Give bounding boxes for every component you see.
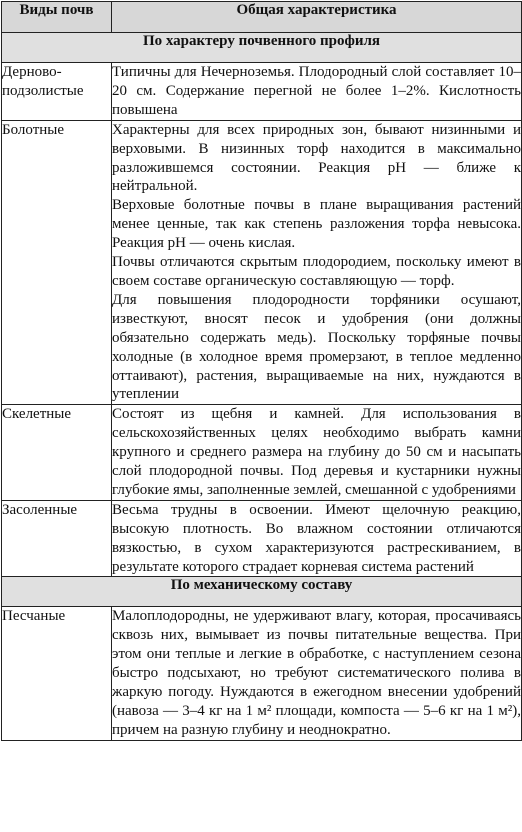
description-paragraph: Почвы отличаются скрытым плодородием, поскольку имеют в своем составе органическую составляющую — торф.	[112, 254, 521, 289]
soil-name: Дерново- подзолистые	[2, 63, 112, 121]
soil-types-table	[1, 1, 522, 741]
description-paragraph: Для повышения плодородности торфяники осушают, известкуют, вносят песок и удобрения (они должны обязательно содержать медь). Поскольку торфяные почвы холодные (в холодное время промерзают, в теплое медленно оттаивают), растения, выращиваемые на них, нуждаются в утеплении	[112, 291, 521, 403]
soil-name: Засоленные	[2, 500, 112, 577]
description-paragraph: Весьма трудны в освоении. Имеют щелочную реакцию, высокую плотность. Во влажном состоянии отличаются вязкостью, в сухом характеризуются растрескиванием, в результате которого страдает корневая система растений	[112, 501, 521, 575]
soil-description	[112, 120, 522, 405]
header-row	[2, 2, 522, 33]
soil-description	[112, 63, 522, 121]
soil-name: Скелетные	[2, 405, 112, 501]
table-row	[2, 500, 522, 577]
soil-description	[112, 607, 522, 740]
description-paragraph: Характерны для всех природных зон, бывают низинными и верховыми. В низинных торф находится в максимально разложившемся состоянии. Реакция pH — ближе к нейтральной.	[112, 121, 521, 195]
table-row	[2, 120, 522, 405]
section-title-mechanical: По механическому составу	[2, 577, 522, 607]
soil-description	[112, 405, 522, 501]
section-title-profile: По характеру почвенного профиля	[2, 33, 522, 63]
table-row	[2, 405, 522, 501]
description-paragraph: Состоят из щебня и камней. Для использования в сельскохозяйственных целях необходимо выбрать камни крупного и среднего размера на глубину до 50 см и насыпать слой плодородной почвы. Под деревья и кустарники нужны глубокие ямы, заполненные землей, смешанной с удобрениями	[112, 406, 521, 498]
soil-name: Песчаные	[2, 607, 112, 740]
header-soil-types: Виды почв	[2, 2, 112, 33]
table-row	[2, 63, 522, 121]
section-row	[2, 577, 522, 607]
soil-description	[112, 500, 522, 577]
header-general-characteristics: Общая характеристика	[112, 2, 522, 33]
soil-name: Болотные	[2, 120, 112, 405]
description-paragraph: Верховые болотные почвы в плане выращивания растений менее ценные, так как степень разложения торфа невысока. Реакция pH — очень кислая.	[112, 197, 521, 252]
table-row	[2, 607, 522, 740]
section-row	[2, 33, 522, 63]
description-paragraph: Типичны для Нечерноземья. Плодородный слой составляет 10–20 см. Содержание перегной не более 1–2%. Кислотность повышена	[112, 64, 521, 118]
description-paragraph: Малоплодородны, не удерживают влагу, которая, просачиваясь сквозь них, вымывает из почвы питательные вещества. При этом они теплые и легкие в обработке, с наступлением сезона быстро подсыхают, но требуют систематического полива в жаркую погоду. Нуждаются в ежегодном внесении удобрений (навоза — 3–4 кг на 1 м² площади, компоста — 5–6 кг на 1 м²), причем на разную глубину и неоднократно.	[112, 608, 521, 738]
